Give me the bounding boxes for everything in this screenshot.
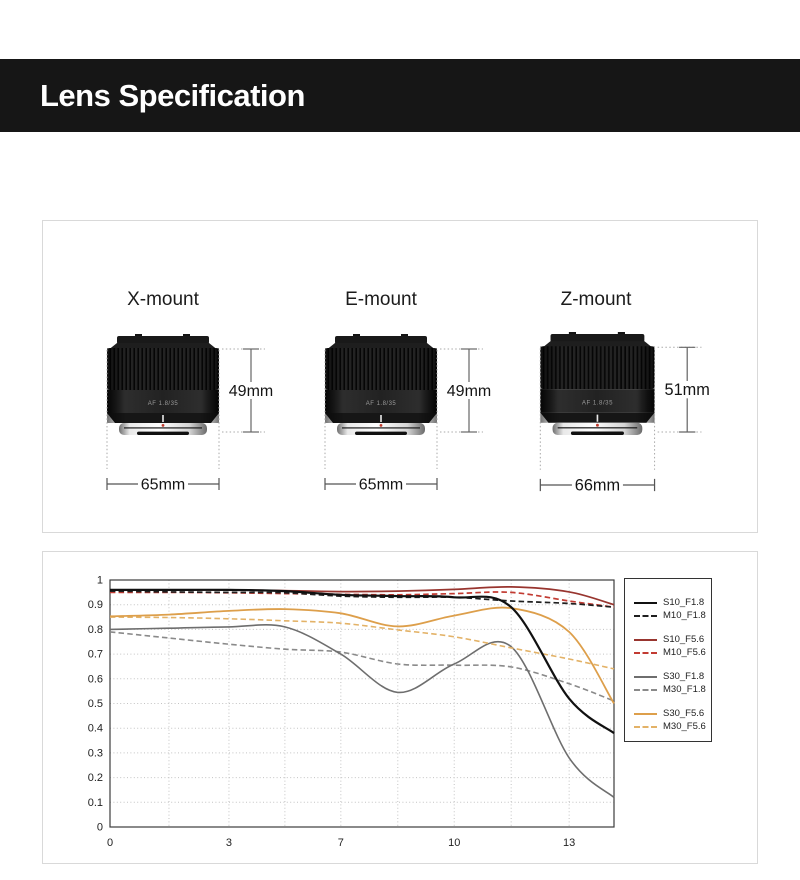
mtf-chart-card [42, 551, 758, 864]
svg-text:0.4: 0.4 [87, 722, 103, 735]
section-header [0, 59, 800, 132]
svg-text:1: 1 [96, 574, 103, 587]
height-dimension-label: 49mm [446, 383, 492, 400]
svg-text:0.3: 0.3 [87, 747, 103, 760]
svg-text:0.1: 0.1 [87, 796, 103, 809]
lens-drawing [540, 332, 654, 435]
series-M30_F5.6 [110, 617, 614, 669]
legend-item-M30_F5.6 [634, 720, 711, 733]
lens-marking-text: AF 1.8/35 [365, 401, 397, 407]
lens-dimensions-card [42, 220, 758, 533]
lens-drawing [107, 334, 219, 435]
legend-line-sample [634, 602, 657, 604]
legend-item-M30_F1.8 [634, 683, 711, 696]
chart-legend [624, 578, 712, 742]
legend-series-name: S10_F5.6 [663, 634, 705, 645]
svg-text:0.9: 0.9 [87, 599, 103, 612]
mount-title: X-mount [127, 289, 199, 310]
lens-figure-x-mount [91, 289, 306, 493]
mount-title: E-mount [345, 289, 417, 310]
legend-series-name: S10_F1.8 [663, 597, 705, 608]
svg-text:13: 13 [563, 837, 576, 849]
legend-series-name: M10_F5.6 [663, 647, 706, 658]
legend-line-sample [634, 652, 657, 654]
series-M30_F1.8 [110, 632, 614, 701]
svg-text:0: 0 [96, 821, 103, 834]
height-dimension-label: 49mm [228, 383, 274, 400]
width-dimension-label: 66mm [574, 476, 621, 493]
legend-item-M10_F5.6 [634, 646, 711, 659]
lens-illustration [91, 321, 306, 493]
svg-text:0: 0 [106, 837, 114, 849]
series-S30_F5.6 [110, 608, 614, 704]
lens-figure-e-mount [309, 289, 524, 493]
page-title: Lens Specification [40, 77, 305, 113]
svg-text:0.8: 0.8 [87, 623, 103, 636]
lens-drawing [325, 334, 437, 435]
legend-item-S10_F1.8 [634, 596, 711, 609]
svg-text:7: 7 [337, 837, 344, 849]
width-dimension-label: 65mm [140, 476, 186, 493]
legend-series-name: S30_F1.8 [663, 671, 705, 682]
series-S10_F1.8 [110, 590, 614, 733]
legend-series-name: M30_F5.6 [663, 721, 706, 732]
legend-series-name: S30_F5.6 [663, 708, 705, 719]
lens-figure-z-mount [524, 289, 739, 493]
svg-text:0.2: 0.2 [87, 772, 103, 785]
mount-title: Z-mount [560, 289, 632, 310]
legend-series-name: M10_F1.8 [663, 610, 706, 621]
width-dimension-label: 65mm [358, 476, 404, 493]
svg-text:0.5: 0.5 [87, 698, 103, 710]
lens-marking-text: AF 1.8/35 [581, 399, 613, 407]
lens-illustration [309, 321, 524, 493]
legend-item-S10_F5.6 [634, 633, 711, 646]
svg-text:0.7: 0.7 [87, 648, 103, 661]
legend-line-sample [634, 726, 657, 728]
legend-series-name: M30_F1.8 [663, 684, 706, 695]
svg-text:0.6: 0.6 [87, 673, 103, 686]
height-dimension-label: 51mm [664, 381, 710, 400]
legend-line-sample [634, 615, 657, 617]
legend-line-sample [634, 713, 657, 715]
legend-item-S30_F1.8 [634, 670, 711, 683]
legend-line-sample [634, 689, 657, 691]
legend-item-S30_F5.6 [634, 707, 711, 720]
legend-line-sample [634, 639, 657, 641]
lens-marking-text: AF 1.8/35 [147, 401, 179, 407]
legend-line-sample [634, 676, 657, 678]
svg-text:10: 10 [448, 837, 461, 849]
legend-item-M10_F1.8 [634, 609, 711, 622]
lens-illustration [524, 321, 739, 493]
svg-text:3: 3 [225, 837, 233, 849]
series-S30_F1.8 [110, 625, 614, 798]
